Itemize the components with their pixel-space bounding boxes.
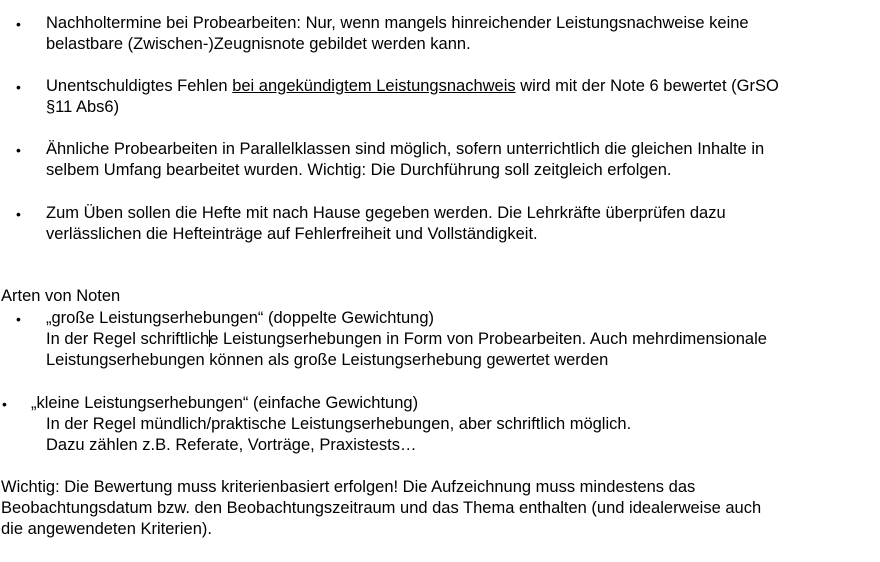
list-item	[46, 13, 876, 55]
list-item	[46, 76, 876, 118]
bullet-dot: •	[2, 396, 7, 412]
grade-type-title: „große Leistungserhebungen“ (doppelte Gewichtung)	[46, 309, 434, 327]
list-item	[46, 308, 876, 371]
underlined-text: bei angekündigtem Leistungsnachweis	[232, 77, 516, 95]
text-run: wird mit der Note 6 bewertet (GrSO	[515, 77, 779, 95]
list-item-line: verlässlichen die Hefteinträge auf Fehlerfreiheit und Vollständigkeit.	[46, 225, 538, 243]
note-line: die angewendeten Kriterien).	[1, 520, 212, 538]
note-line: Beobachtungsdatum bzw. den Beobachtungszeitraum und das Thema enthalten (und idealerweise auch	[1, 499, 762, 517]
important-note	[1, 477, 879, 540]
list-item-line: In der Regel mündlich/praktische Leistungserhebungen, aber schriftlich möglich.	[46, 415, 632, 433]
list-item	[46, 203, 876, 245]
list-item-line: Ähnliche Probearbeiten in Parallelklassen sind möglich, sofern unterrichtlich die gleichen Inhalte in	[46, 140, 765, 158]
bullet-dot: •	[16, 79, 21, 95]
list-item-line	[46, 329, 876, 350]
list-item-line: selbem Umfang bearbeitet wurden. Wichtig: Die Durchführung soll zeitgleich erfolgen.	[46, 161, 672, 179]
bullet-dot: •	[16, 16, 21, 32]
text-run: e Leistungserhebungen in Form von Probearbeiten. Auch mehrdimensionale	[209, 330, 767, 348]
list-item	[31, 393, 876, 456]
bullet-dot: •	[16, 311, 21, 327]
section-heading: Arten von Noten	[1, 287, 121, 305]
list-item-line: Nachholtermine bei Probearbeiten: Nur, wenn mangels hinreichender Leistungsnachweise keine	[46, 14, 749, 32]
list-item-line: belastbare (Zwischen-)Zeugnisnote gebildet werden kann.	[46, 35, 471, 53]
note-line: Wichtig: Die Bewertung muss kriterienbasiert erfolgen! Die Aufzeichnung muss mindestens das	[1, 478, 696, 496]
list-item-line: Dazu zählen z.B. Referate, Vorträge, Praxistests…	[46, 436, 417, 454]
grade-type-title: „kleine Leistungserhebungen“ (einfache Gewichtung)	[31, 394, 419, 412]
list-item-line: Leistungserhebungen können als große Leistungserhebung gewertet werden	[46, 351, 609, 369]
bullet-dot: •	[16, 142, 21, 158]
list-item	[46, 139, 876, 181]
list-item-line	[46, 76, 876, 97]
list-item-line: Zum Üben sollen die Hefte mit nach Hause gegeben werden. Die Lehrkräfte überprüfen dazu	[46, 204, 726, 222]
bullet-dot: •	[16, 206, 21, 222]
text-run: In der Regel schriftlich	[46, 330, 210, 348]
list-item-line: §11 Abs6)	[46, 98, 120, 116]
text-run: Unentschuldigtes Fehlen	[46, 77, 233, 95]
